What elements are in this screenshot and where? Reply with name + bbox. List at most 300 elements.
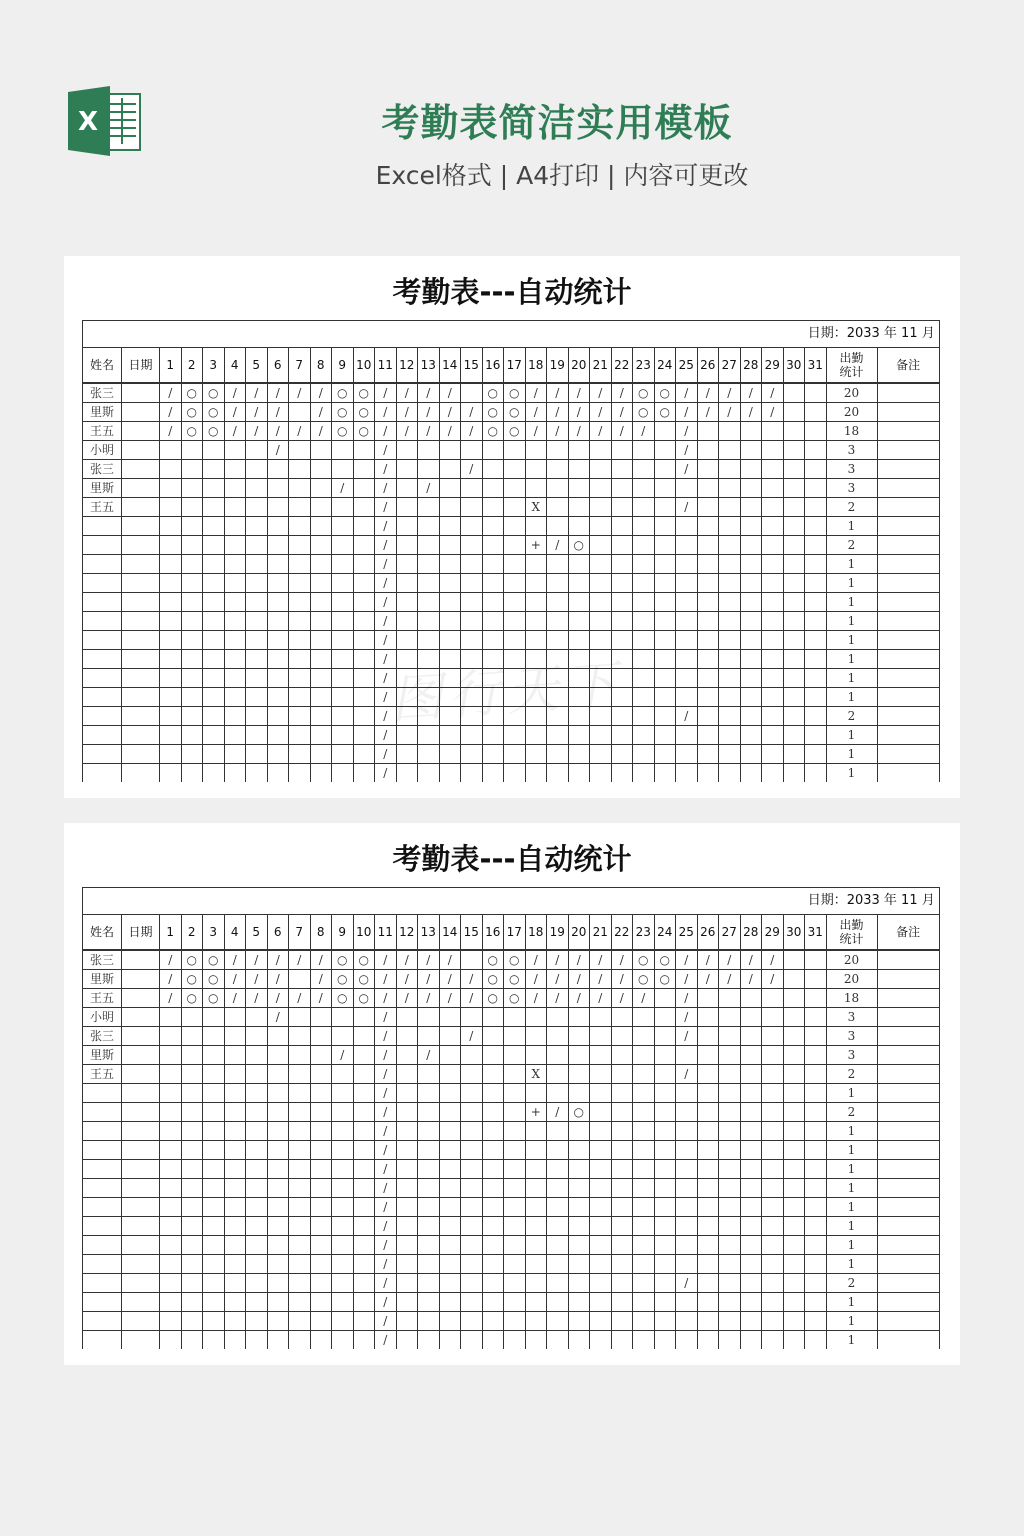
day-cell-25: / — [676, 383, 698, 403]
day-cell-2: ○ — [181, 989, 203, 1008]
date-cell — [122, 593, 160, 612]
day-cell-7 — [289, 1084, 311, 1103]
day-cell-9 — [332, 1198, 354, 1217]
day-cell-18: / — [525, 950, 547, 970]
day-cell-21 — [590, 1293, 612, 1312]
day-cell-2 — [181, 1027, 203, 1046]
day-cell-18 — [525, 1217, 547, 1236]
day-cell-24 — [654, 669, 676, 688]
day-cell-20 — [568, 1179, 590, 1198]
day-cell-29 — [762, 1236, 784, 1255]
day-cell-4 — [224, 1122, 246, 1141]
day-cell-10 — [353, 726, 375, 745]
day-cell-26 — [697, 1236, 719, 1255]
day-cell-16 — [482, 726, 504, 745]
day-cell-3 — [203, 1217, 225, 1236]
day-cell-28 — [740, 593, 762, 612]
day-cell-14 — [439, 631, 461, 650]
day-cell-12 — [396, 1255, 418, 1274]
day-cell-25 — [676, 1217, 698, 1236]
day-cell-27 — [719, 1027, 741, 1046]
day-cell-25 — [676, 1255, 698, 1274]
day-cell-9 — [332, 612, 354, 631]
day-cell-30 — [783, 989, 805, 1008]
day-cell-19 — [547, 764, 569, 783]
day-cell-2: ○ — [181, 422, 203, 441]
day-cell-21: / — [590, 970, 612, 989]
day-cell-1 — [160, 1141, 182, 1160]
total-cell: 20 — [826, 950, 877, 970]
day-cell-20 — [568, 1255, 590, 1274]
remark-cell — [877, 1103, 939, 1122]
day-cell-9 — [332, 1141, 354, 1160]
day-cell-1 — [160, 1293, 182, 1312]
day-cell-28 — [740, 631, 762, 650]
header-day-4: 4 — [224, 915, 246, 951]
day-cell-10 — [353, 612, 375, 631]
day-cell-7 — [289, 726, 311, 745]
day-cell-29 — [762, 1103, 784, 1122]
day-cell-21 — [590, 536, 612, 555]
day-cell-26 — [697, 669, 719, 688]
day-cell-30 — [783, 1217, 805, 1236]
day-cell-26 — [697, 479, 719, 498]
day-cell-17 — [504, 441, 526, 460]
day-cell-24 — [654, 745, 676, 764]
day-cell-30 — [783, 498, 805, 517]
day-cell-5 — [246, 517, 268, 536]
day-cell-28 — [740, 536, 762, 555]
day-cell-30 — [783, 1312, 805, 1331]
day-cell-27 — [719, 631, 741, 650]
day-cell-27 — [719, 650, 741, 669]
day-cell-25 — [676, 536, 698, 555]
day-cell-27 — [719, 1141, 741, 1160]
day-cell-7 — [289, 555, 311, 574]
day-cell-15 — [461, 1179, 483, 1198]
day-cell-17: ○ — [504, 422, 526, 441]
header-day-5: 5 — [246, 915, 268, 951]
logo-letter: X — [77, 107, 99, 137]
day-cell-20: ○ — [568, 1103, 590, 1122]
day-cell-26 — [697, 574, 719, 593]
header-day-23: 23 — [633, 915, 655, 951]
day-cell-2 — [181, 1122, 203, 1141]
day-cell-3 — [203, 1293, 225, 1312]
day-cell-13: / — [418, 422, 440, 441]
day-cell-17 — [504, 1198, 526, 1217]
day-cell-30 — [783, 1084, 805, 1103]
day-cell-1 — [160, 1160, 182, 1179]
day-cell-20 — [568, 612, 590, 631]
day-cell-14: / — [439, 989, 461, 1008]
day-cell-29: / — [762, 383, 784, 403]
day-cell-3 — [203, 669, 225, 688]
day-cell-1: / — [160, 950, 182, 970]
day-cell-1: / — [160, 970, 182, 989]
day-cell-2: ○ — [181, 383, 203, 403]
table-row — [83, 1198, 940, 1217]
day-cell-14 — [439, 1084, 461, 1103]
day-cell-16: ○ — [482, 403, 504, 422]
day-cell-16 — [482, 1141, 504, 1160]
day-cell-4 — [224, 1312, 246, 1331]
day-cell-9 — [332, 1122, 354, 1141]
total-cell: 1 — [826, 650, 877, 669]
day-cell-18: / — [525, 403, 547, 422]
header-day-20: 20 — [568, 915, 590, 951]
day-cell-21 — [590, 1331, 612, 1350]
name-cell — [83, 1141, 122, 1160]
day-cell-6 — [267, 1236, 289, 1255]
header-total-line1: 出勤 — [839, 351, 864, 365]
day-cell-3 — [203, 1141, 225, 1160]
day-cell-5 — [246, 764, 268, 783]
day-cell-14: / — [439, 383, 461, 403]
day-cell-28: / — [740, 403, 762, 422]
day-cell-5 — [246, 1027, 268, 1046]
day-cell-28 — [740, 574, 762, 593]
header-remark: 备注 — [877, 915, 939, 951]
day-cell-6: / — [267, 403, 289, 422]
day-cell-25 — [676, 1103, 698, 1122]
day-cell-23 — [633, 1312, 655, 1331]
total-cell: 18 — [826, 989, 877, 1008]
page-subtitle: Excel格式 | A4打印 | 内容可更改 — [375, 161, 749, 190]
day-cell-23 — [633, 1331, 655, 1350]
day-cell-25 — [676, 1312, 698, 1331]
day-cell-28 — [740, 650, 762, 669]
day-cell-8 — [310, 1255, 332, 1274]
day-cell-23 — [633, 1255, 655, 1274]
day-cell-22 — [611, 764, 633, 783]
day-cell-28 — [740, 745, 762, 764]
day-cell-1 — [160, 612, 182, 631]
day-cell-26 — [697, 1331, 719, 1350]
day-cell-31 — [805, 1046, 827, 1065]
day-cell-4 — [224, 498, 246, 517]
day-cell-23 — [633, 650, 655, 669]
day-cell-31 — [805, 460, 827, 479]
day-cell-24 — [654, 441, 676, 460]
day-cell-15 — [461, 383, 483, 403]
day-cell-26 — [697, 1046, 719, 1065]
day-cell-3 — [203, 1236, 225, 1255]
day-cell-15 — [461, 1198, 483, 1217]
day-cell-5 — [246, 1122, 268, 1141]
day-cell-3: ○ — [203, 970, 225, 989]
day-cell-2 — [181, 479, 203, 498]
day-cell-25 — [676, 612, 698, 631]
day-cell-31 — [805, 1255, 827, 1274]
total-cell: 1 — [826, 631, 877, 650]
day-cell-8 — [310, 1084, 332, 1103]
day-cell-5 — [246, 1065, 268, 1084]
day-cell-27 — [719, 707, 741, 726]
day-cell-14: / — [439, 950, 461, 970]
day-cell-5 — [246, 612, 268, 631]
date-cell — [122, 536, 160, 555]
day-cell-7 — [289, 612, 311, 631]
day-cell-4 — [224, 460, 246, 479]
table-row — [83, 517, 940, 536]
day-cell-10 — [353, 1293, 375, 1312]
day-cell-7 — [289, 1331, 311, 1350]
day-cell-13 — [418, 1103, 440, 1122]
day-cell-7 — [289, 1122, 311, 1141]
date-cell — [122, 1217, 160, 1236]
day-cell-29 — [762, 669, 784, 688]
day-cell-15: / — [461, 1027, 483, 1046]
table-row — [83, 1141, 940, 1160]
date-cell — [122, 688, 160, 707]
day-cell-13 — [418, 1217, 440, 1236]
name-cell — [83, 555, 122, 574]
day-cell-25 — [676, 1293, 698, 1312]
day-cell-27 — [719, 669, 741, 688]
day-cell-7 — [289, 593, 311, 612]
day-cell-12 — [396, 1008, 418, 1027]
header-day-26: 26 — [697, 348, 719, 384]
day-cell-8 — [310, 1274, 332, 1293]
day-cell-19 — [547, 1160, 569, 1179]
header-day-9: 9 — [332, 915, 354, 951]
day-cell-31 — [805, 517, 827, 536]
day-cell-9 — [332, 1217, 354, 1236]
date-cell — [122, 669, 160, 688]
day-cell-6 — [267, 1084, 289, 1103]
day-cell-12 — [396, 1217, 418, 1236]
day-cell-14 — [439, 593, 461, 612]
day-cell-7 — [289, 1065, 311, 1084]
day-cell-6 — [267, 1046, 289, 1065]
day-cell-22: / — [611, 383, 633, 403]
day-cell-21 — [590, 1065, 612, 1084]
day-cell-2 — [181, 1293, 203, 1312]
day-cell-17 — [504, 1046, 526, 1065]
day-cell-13 — [418, 1179, 440, 1198]
day-cell-28 — [740, 1331, 762, 1350]
table-row — [83, 422, 940, 441]
day-cell-23 — [633, 1274, 655, 1293]
day-cell-20 — [568, 574, 590, 593]
total-cell: 1 — [826, 517, 877, 536]
date-cell — [122, 612, 160, 631]
day-cell-3 — [203, 441, 225, 460]
day-cell-30 — [783, 707, 805, 726]
day-cell-8 — [310, 631, 332, 650]
day-cell-20 — [568, 517, 590, 536]
day-cell-29 — [762, 707, 784, 726]
day-cell-24 — [654, 688, 676, 707]
day-cell-21 — [590, 555, 612, 574]
day-cell-10 — [353, 631, 375, 650]
day-cell-31 — [805, 1160, 827, 1179]
day-cell-19 — [547, 726, 569, 745]
day-cell-9: ○ — [332, 383, 354, 403]
header-day-2: 2 — [181, 348, 203, 384]
day-cell-4 — [224, 650, 246, 669]
remark-cell — [877, 498, 939, 517]
day-cell-28 — [740, 460, 762, 479]
day-cell-17 — [504, 1141, 526, 1160]
day-cell-6 — [267, 688, 289, 707]
day-cell-17 — [504, 574, 526, 593]
day-cell-9 — [332, 688, 354, 707]
day-cell-24 — [654, 650, 676, 669]
day-cell-16 — [482, 479, 504, 498]
day-cell-27 — [719, 1217, 741, 1236]
day-cell-17 — [504, 1027, 526, 1046]
day-cell-4: / — [224, 422, 246, 441]
day-cell-1 — [160, 574, 182, 593]
day-cell-1 — [160, 669, 182, 688]
day-cell-9: ○ — [332, 989, 354, 1008]
day-cell-5 — [246, 1008, 268, 1027]
day-cell-31 — [805, 1236, 827, 1255]
day-cell-23 — [633, 764, 655, 783]
day-cell-5 — [246, 1236, 268, 1255]
day-cell-26 — [697, 517, 719, 536]
day-cell-23 — [633, 1103, 655, 1122]
day-cell-5 — [246, 1255, 268, 1274]
day-cell-8 — [310, 1293, 332, 1312]
day-cell-7 — [289, 707, 311, 726]
name-cell — [83, 1084, 122, 1103]
day-cell-20 — [568, 555, 590, 574]
day-cell-8 — [310, 1312, 332, 1331]
day-cell-10 — [353, 1255, 375, 1274]
day-cell-15 — [461, 1331, 483, 1350]
day-cell-9 — [332, 726, 354, 745]
day-cell-12 — [396, 441, 418, 460]
day-cell-1 — [160, 650, 182, 669]
day-cell-22 — [611, 1198, 633, 1217]
day-cell-11: / — [375, 764, 397, 783]
day-cell-18 — [525, 1179, 547, 1198]
day-cell-4 — [224, 517, 246, 536]
day-cell-2 — [181, 517, 203, 536]
table-row — [83, 631, 940, 650]
name-cell: 张三 — [83, 383, 122, 403]
day-cell-30 — [783, 574, 805, 593]
day-cell-9 — [332, 1236, 354, 1255]
day-cell-25: / — [676, 1027, 698, 1046]
total-cell: 1 — [826, 612, 877, 631]
remark-cell — [877, 403, 939, 422]
day-cell-31 — [805, 1065, 827, 1084]
date-cell — [122, 1046, 160, 1065]
day-cell-30 — [783, 441, 805, 460]
day-cell-24 — [654, 631, 676, 650]
day-cell-2 — [181, 1008, 203, 1027]
day-cell-1 — [160, 1255, 182, 1274]
day-cell-6 — [267, 745, 289, 764]
table-row — [83, 1236, 940, 1255]
day-cell-8 — [310, 745, 332, 764]
name-cell — [83, 1255, 122, 1274]
day-cell-22 — [611, 1065, 633, 1084]
day-cell-7 — [289, 1027, 311, 1046]
day-cell-18 — [525, 1198, 547, 1217]
day-cell-30 — [783, 726, 805, 745]
header-name: 姓名 — [83, 915, 122, 951]
day-cell-7: / — [289, 383, 311, 403]
day-cell-21: / — [590, 422, 612, 441]
day-cell-28 — [740, 688, 762, 707]
header-day-13: 13 — [418, 915, 440, 951]
day-cell-11: / — [375, 1065, 397, 1084]
date-cell — [122, 498, 160, 517]
day-cell-19 — [547, 593, 569, 612]
day-cell-21 — [590, 726, 612, 745]
day-cell-2 — [181, 631, 203, 650]
date-cell — [122, 1122, 160, 1141]
day-cell-14 — [439, 555, 461, 574]
day-cell-11: / — [375, 745, 397, 764]
day-cell-12 — [396, 1122, 418, 1141]
total-cell: 1 — [826, 1179, 877, 1198]
day-cell-27 — [719, 726, 741, 745]
day-cell-10 — [353, 1027, 375, 1046]
total-cell: 2 — [826, 536, 877, 555]
remark-cell — [877, 574, 939, 593]
day-cell-26 — [697, 1103, 719, 1122]
day-cell-14 — [439, 1331, 461, 1350]
day-cell-29 — [762, 460, 784, 479]
day-cell-29 — [762, 726, 784, 745]
day-cell-12 — [396, 517, 418, 536]
name-cell: 里斯 — [83, 970, 122, 989]
day-cell-17 — [504, 1122, 526, 1141]
day-cell-15 — [461, 631, 483, 650]
day-cell-3 — [203, 1122, 225, 1141]
day-cell-9 — [332, 517, 354, 536]
day-cell-10 — [353, 574, 375, 593]
day-cell-13 — [418, 1331, 440, 1350]
attendance-table — [82, 887, 940, 1349]
day-cell-4 — [224, 1008, 246, 1027]
day-cell-19: / — [547, 970, 569, 989]
day-cell-12 — [396, 1027, 418, 1046]
day-cell-10 — [353, 441, 375, 460]
day-cell-3 — [203, 631, 225, 650]
day-cell-21: / — [590, 403, 612, 422]
page-title: 考勤表简洁实用模板 — [381, 101, 733, 145]
day-cell-16 — [482, 574, 504, 593]
day-cell-8 — [310, 688, 332, 707]
day-cell-20 — [568, 1274, 590, 1293]
day-cell-29 — [762, 1198, 784, 1217]
day-cell-22 — [611, 517, 633, 536]
day-cell-11: / — [375, 536, 397, 555]
day-cell-25 — [676, 1179, 698, 1198]
day-cell-13 — [418, 1236, 440, 1255]
day-cell-30 — [783, 1236, 805, 1255]
day-cell-28 — [740, 1065, 762, 1084]
day-cell-18 — [525, 517, 547, 536]
day-cell-4 — [224, 1084, 246, 1103]
day-cell-30 — [783, 1065, 805, 1084]
day-cell-13 — [418, 1198, 440, 1217]
total-cell: 1 — [826, 1084, 877, 1103]
day-cell-26 — [697, 441, 719, 460]
day-cell-26 — [697, 498, 719, 517]
day-cell-3 — [203, 650, 225, 669]
day-cell-22 — [611, 1274, 633, 1293]
day-cell-18 — [525, 1274, 547, 1293]
day-cell-24 — [654, 1198, 676, 1217]
